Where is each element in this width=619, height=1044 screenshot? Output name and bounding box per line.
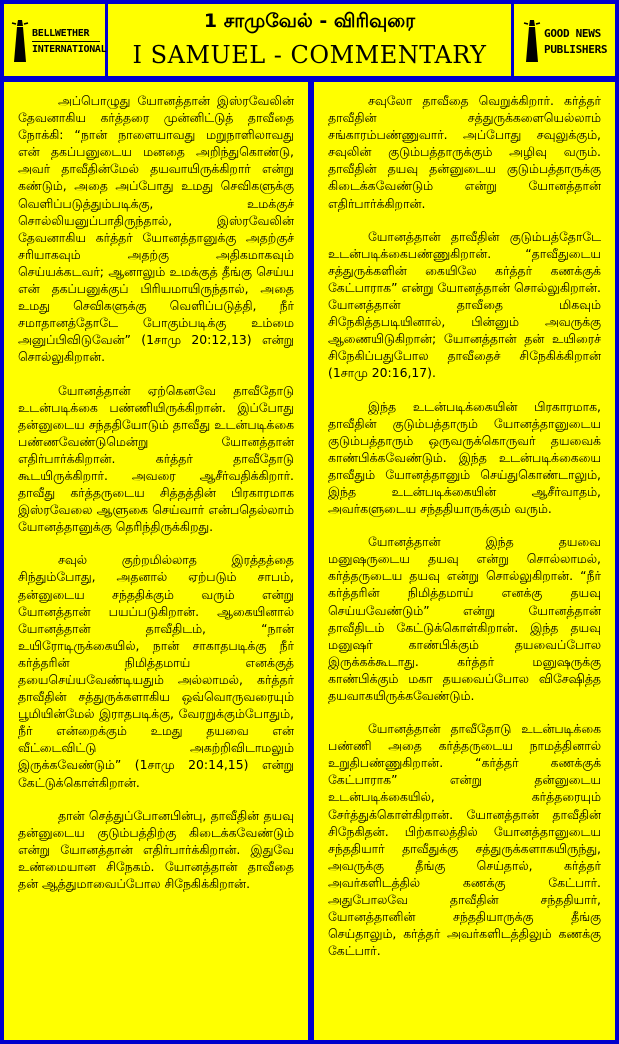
paragraph: தான் செத்துப்போனபின்பு, தாவீதின் தயவு தன்னுடைய குடும்பத்திற்கு கிடைக்கவேண்டும் என்று யோனத்தான் எதிர்பார்க்கிறான். இதுவே உண்மையான சிநேகம். யோனத்தான் தாவீதை தன் ஆத்துமாவைப்போல சிநேகிக்கிறான். — [18, 807, 294, 892]
left-column — [4, 82, 308, 1040]
title-tamil: 1 சாமுவேல் - விரிவுரை — [203, 10, 416, 32]
page-header — [4, 4, 615, 76]
title-english: I SAMUEL - COMMENTARY — [132, 41, 487, 69]
right-column — [314, 82, 615, 1040]
paragraph: யோனத்தான் இந்த தயவை மனுஷருடைய தயவு என்று சொல்லாமல், கர்த்தருடைய தயவு என்று சொல்லுகிறான். “நீர் கர்த்தரின் நிமித்தமாய் எனக்கு தயவு செய்யவேண்டும்” என்று யோனத்தான் தாவீதிடம் கேட்டுக்கொள்கிறான். இந்த தயவு மனுஷர் காண்பிக்கும் தயவைப்போல இருக்கக்கூடாது. கர்த்தர் மனுஷருக்கு காண்பிக்கும் மகா தயவைப்போல விசேஷித்த தயவாகயிருக்கவேண்டும். — [328, 534, 601, 703]
paragraph: அப்பொழுது யோனத்தான் இஸ்ரவேலின் தேவனாகிய கர்த்தரை முன்னிட்டுத் தாவீதை நோக்கி: “நான் நாளையாவது மறுநாளிலாவது என் தகப்பனுடைய மனதை அறிந்துகொண்டு, அவர் தாவீதின்மேல் தயவாயிருக்கிறார் என்று கண்டும், அதை அப்போது உமது செவிகளுக்கு வெளிப்படுத்தும்படிக்கு, உமக்குச் சொல்லியனுப்பாதிருந்தால், இஸ்ரவேலின் தேவனாகிய கர்த்தர் யோனத்தானுக்கு அதற்குச் சரியாகவும் அதற்கு அதிகமாகவும் செய்யக்கடவர்; ஆனாலும் உமக்குத் தீங்கு செய்ய என் தகப்பனுக்குப் பிரியமாயிருந்தால், அதை உமது செவிகளுக்கு வெளிப்படுத்தி, நீர் சமாதானத்தோடே போகும்படிக்கு உம்மை அனுப்பிவிடுவேன்” (1சாமு 20:12,13) என்று சொல்லுகிறான். — [18, 93, 294, 365]
logo-underline — [32, 41, 100, 42]
paragraph: சவுல் குற்றமில்லாத இரத்தத்தை சிந்தும்போது, அதனால் ஏற்படும் சாபம், தன்னுடைய சந்ததிக்கும் வரும் என்று யோனத்தான் பயப்படுகிறான். ஆகையினால் யோனத்தான் தாவீதிடம், “நான் உயிரோடிருக்கையில், நான் சாகாதபடிக்கு நீர் கர்த்தரின் நிமித்தமாய் எனக்குத் தயைசெய்யவேண்டியதும் அல்லாமல், கர்த்தர் தாவீதின் சத்துருக்களாகிய ஒவ்வொருவரையும் பூமியின்மேல் இராதபடிக்கு, வேரறுக்கும்போதும், நீர் என்றைக்கும் உமது தயவை என் வீட்டைவிட்டு அகற்றிவிடாமலும் இருக்கவேண்டும்” (1சாமு 20:14,15) என்று கேட்டுக்கொள்கிறான். — [18, 552, 294, 790]
paragraph: சவுலோ தாவீதை வெறுக்கிறார். கர்த்தர் தாவீதின் சத்துருக்களையெல்லாம் சங்காரம்பண்ணுவார். அப்போது சவுலுக்கும், சவுலின் குடும்பத்தாருக்கும் அழிவு வரும். தாவீதின் தயவு தன்னுடைய குடும்பத்தாருக்கு கிடைக்கவேண்டும் என்று யோனத்தான் எதிர்பார்க்கிறான். — [328, 93, 601, 211]
paragraph: யோனத்தான் தாவீதின் குடும்பத்தோடே உடன்படிக்கைபண்ணுகிறான். “தாவீதுடைய சத்துருக்களின் கையிலே கர்த்தர் கணக்குக் கேட்பாராக” என்று யோனத்தான் சொல்லுகிறான். யோனத்தான் தாவீதை மிகவும் சிநேகித்தபடியினால், பின்னும் அவருக்கு ஆணையிடுகிறான்; யோனத்தான் தன் உயிரைச் சிநேகிப்பதுபோல தாவீதைச் சிநேகிக்கிறான் (1சாமு 20:16,17). — [328, 228, 601, 381]
right-logo-line1: GOOD NEWS — [544, 27, 601, 40]
title-area — [108, 4, 511, 76]
bellwether-logo — [4, 4, 108, 76]
paragraph: யோனத்தான் ஏற்கெனவே தாவீதோடு உடன்படிக்கை பண்ணியிருக்கிறான். இப்போது தன்னுடைய சந்ததியோடும் தாவீது உடன்படிக்கை பண்ணவேண்டுமென்று யோனத்தான் எதிர்பார்க்கிறான். கர்த்தர் தாவீதோடு கூடயிருக்கிறார். அவரை ஆசீர்வதிக்கிறார். தாவீது கர்த்தருடைய சித்தத்தின் பிரகாரமாக இஸ்ரவேலை ஆளுகை செய்வார் என்பதெல்லாம் யோனத்தானுக்கு தெரிந்திருக்கிறது. — [18, 382, 294, 535]
good-news-logo — [511, 4, 615, 76]
right-logo-line2: PUBLISHERS — [544, 43, 608, 56]
lighthouse-icon — [522, 18, 542, 64]
paragraph: யோனத்தான் தாவீதோடு உடன்படிக்கை பண்ணி அதை கர்த்தருடைய நாமத்தினால் உறுதிபண்ணுகிறான். “கர்த்தர் கணக்குக் கேட்பாராக” என்று தன்னுடைய உடன்படிக்கையில், கர்த்தரையும் சேர்த்துக்கொள்கிறான். யோனத்தான் தாவீதின் சிநேகிதன். பிற்காலத்தில் யோனத்தானுடைய சந்ததியார் தாவீதுக்கு சத்துருக்களாகயிருந்து, அவருக்கு தீங்கு செய்தால், கர்த்தர் அவர்களிடத்தில் கணக்கு கேட்பார். அதுபோலவே தாவீதின் சந்ததியார், யோனத்தானின் சந்ததியாருக்கு தீங்கு செய்தாலும், கர்த்தர் அவர்களிடத்திலும் கணக்கு கேட்பார். — [328, 721, 601, 959]
left-logo-line2: INTERNATIONAL — [32, 44, 107, 55]
commentary-body — [4, 82, 615, 1040]
left-logo-line1: BELLWETHER — [32, 28, 90, 39]
paragraph: இந்த உடன்படிக்கையின் பிரகாரமாக, தாவீதின் குடும்பத்தாரும் யோனத்தானுடைய குடும்பத்தாரும் ஒருவருக்கொருவர் தயவைக் காண்பிக்கவேண்டும். இந்த உடன்படிக்கையை தாவீதும் யோனத்தானும் செய்துகொண்டாலும், இந்த உடன்படிக்கையின் ஆசீர்வாதம், அவர்களுடைய சந்ததியாருக்கும் வரும். — [328, 398, 601, 517]
lighthouse-icon — [10, 18, 30, 64]
